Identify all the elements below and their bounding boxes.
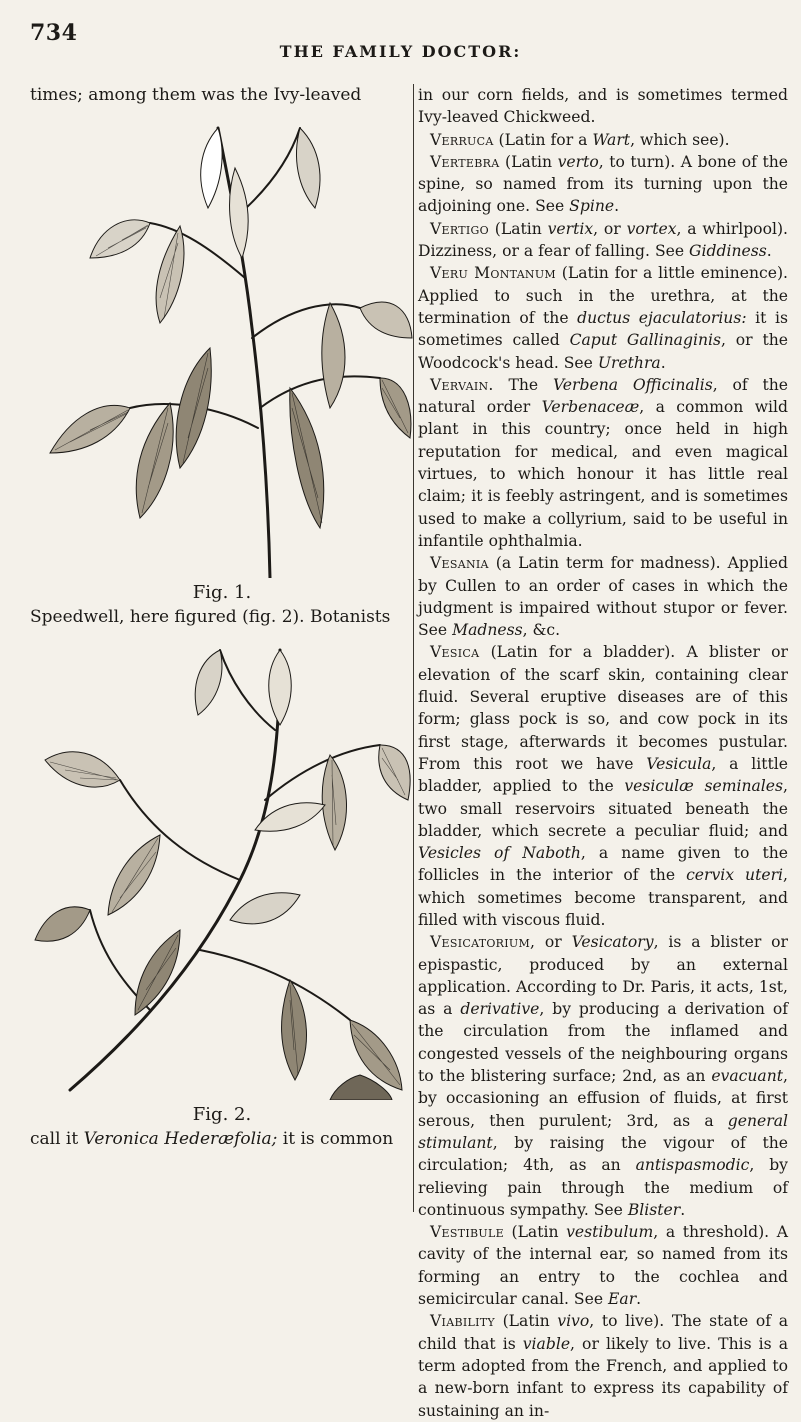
entry-vesania: Vesania (a Latin term for madness). Applied by Cullen to an order of cases in which the judgment is impaired without stupor or fever. See Madness, &c. xyxy=(418,554,788,640)
left-line-3-suffix: it is common xyxy=(277,1129,394,1149)
left-line-3-italic: Veronica Hederæfolia; xyxy=(83,1129,278,1149)
left-text-line-1: times; among them was the Ivy-leaved xyxy=(30,85,362,105)
left-text-line-3 xyxy=(30,1128,414,1150)
entry-veru-montanum: Veru Montanum (Latin for a little eminence). Applied to such in the urethra, at the termination of the ductus ejaculatorius: it is sometimes called Caput Gallinaginis, or the Woodcock's head. See Urethra. xyxy=(418,264,788,372)
entry-term: Vesica xyxy=(430,643,480,662)
figure-2-illustration xyxy=(30,630,414,1100)
entry-vesicatorium: Vesicatorium, or Vesicatory, is a blister or epispastic, produced by an external application. According to Dr. Paris, it acts, 1st, as a derivative, by producing a derivation of the circulation from the inflamed and congested vessels of the neighbouring organs to the blistering surface; 2nd, as an evacuant, by occasioning an effusion of fluids, at first serous, then purulent; 3rd, as a general stimulant, by raising the vigour of the circulation; 4th, as an antispasmodic, by relieving pain through the medium of continuous sympathy. See Blister. xyxy=(418,933,788,1219)
running-title: THE FAMILY DOCTOR: xyxy=(279,42,522,61)
entry-vertebra: Vertebra (Latin verto, to turn). A bone of the spine, so named from its turning upon the adjoining one. See Spine. xyxy=(418,152,788,216)
page-header xyxy=(0,16,801,61)
figure-1-caption: Fig. 1. xyxy=(192,582,252,603)
figure-1-illustration xyxy=(30,108,414,578)
right-column xyxy=(418,84,788,1422)
entry-term: Viability xyxy=(430,1312,495,1331)
entry-term: Vervain. xyxy=(430,375,494,394)
left-text-line-2: Speedwell, here figured (fig. 2). Botanists xyxy=(30,607,391,627)
entry-verruca: Verruca (Latin for a Wart, which see). xyxy=(430,130,730,149)
entry-term: Vesania xyxy=(430,554,489,573)
entry-term: Vertebra xyxy=(430,152,500,171)
figure-2-caption: Fig. 2. xyxy=(192,1104,252,1125)
entry-vervain: Vervain. The Verbena Officinalis, of the natural order Verbenaceæ, a common wild plant in this country; once held in high reputation for medical, and even magical virtues, to which honour it has little real claim; it is feebly astringent, and is sometimes used to make a collyrium, said to be useful in infantile ophthalmia. xyxy=(418,375,788,550)
left-column xyxy=(30,84,414,1150)
page-number: 734 xyxy=(30,20,78,46)
intro-paragraph: in our corn fields, and is sometimes termed Ivy-leaved Chickweed. xyxy=(418,86,788,127)
entry-vestibule: Vestibule (Latin vestibulum, a threshold). A cavity of the internal ear, so named from its forming an entry to the cochlea and semicircular canal. See Ear. xyxy=(418,1223,788,1309)
entry-term: Veru Montanum xyxy=(430,264,556,283)
entry-term: Vertigo xyxy=(430,219,489,238)
entry-term: Vesicatorium xyxy=(430,933,531,952)
entry-term: Verruca xyxy=(430,130,494,149)
entry-vesica: Vesica (Latin for a bladder). A blister or elevation of the scarf skin, containing clear fluid. Several eruptive diseases are of this form; glass pock is so, and cow pock in its first stage, afterwards it becomes pustular. From this root we have Vesicula, a little bladder, applied to the vesiculæ seminales, two small reservoirs situated beneath the bladder, which secrete a peculiar fluid; and Vesicles of Naboth, a name given to the follicles in the interior of the cervix uteri, which sometimes become transparent, and filled with viscous fluid. xyxy=(418,643,789,929)
entry-term: Vestibule xyxy=(430,1223,504,1242)
entry-vertigo: Vertigo (Latin vertix, or vortex, a whirlpool). Dizziness, or a fear of falling. See Giddiness. xyxy=(418,219,788,261)
left-line-3-prefix: call it xyxy=(30,1129,84,1149)
entry-viability: Viability (Latin vivo, to live). The state of a child that is viable, or likely to live. This is a term adopted from the French, and applied to a new-born infant to express its capability of sustaining an in- xyxy=(418,1312,788,1420)
